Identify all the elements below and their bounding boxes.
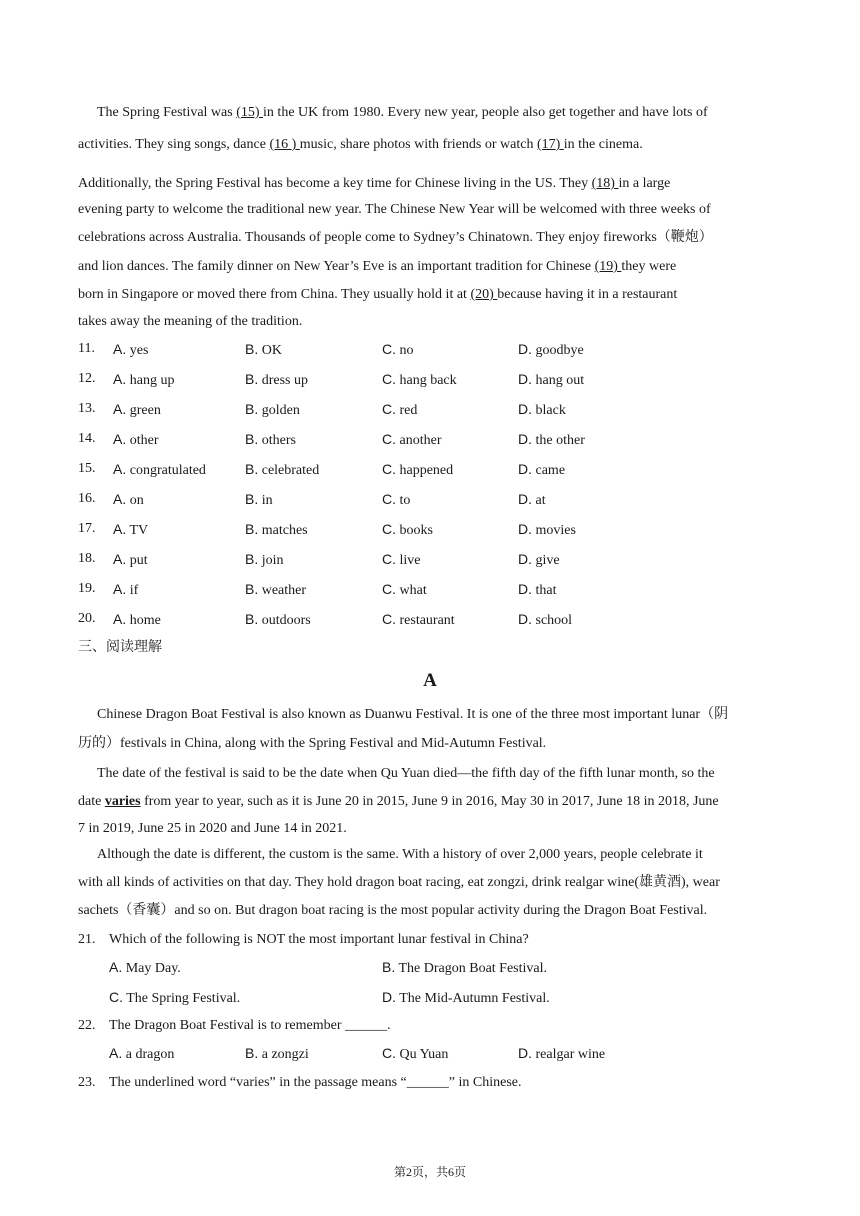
option-text: school (535, 613, 573, 628)
cloze-line-7 (78, 286, 677, 304)
reading-line: 历的）festivals in China, along with the Spring Festival and Mid-Autumn Festival. (78, 736, 547, 751)
option-text: live (399, 553, 421, 568)
cloze-line-2 (78, 136, 643, 154)
option-text: movies (535, 523, 576, 538)
option-letter: C. (382, 611, 396, 627)
option-d[interactable] (518, 460, 565, 480)
option-c[interactable] (382, 400, 417, 420)
option-a[interactable] (113, 370, 174, 390)
blank-18: (18) (591, 176, 619, 191)
option-letter: A. (113, 581, 127, 597)
question-text: Which of the following is NOT the most important lunar festival in China? (109, 932, 529, 947)
option-d[interactable] (518, 580, 557, 600)
option-text: OK (261, 343, 282, 358)
option-letter: C. (109, 989, 123, 1005)
option-text: The Dragon Boat Festival. (398, 961, 548, 976)
cloze-line-8: takes away the meaning of the tradition. (78, 314, 303, 329)
option-text: TV (129, 523, 149, 538)
option-c[interactable] (382, 340, 414, 360)
option-a[interactable] (113, 580, 138, 600)
option-text: at (535, 493, 546, 508)
text: in a large (618, 176, 671, 191)
option-letter: A. (109, 1045, 123, 1061)
option-c[interactable] (382, 610, 455, 630)
option-text: other (129, 433, 159, 448)
option-d[interactable] (518, 400, 566, 420)
option-d[interactable] (518, 370, 584, 390)
option-text: dress up (261, 373, 309, 388)
option-text: give (535, 553, 560, 568)
option-b[interactable] (245, 430, 296, 450)
option-text: what (399, 583, 427, 598)
option-c[interactable] (382, 460, 453, 480)
text: music, share photos with friends or watch (299, 137, 537, 152)
text: and lion dances. The family dinner on New Year’s Eve is an important tradition for Chinese (78, 259, 595, 274)
option-text: a dragon (125, 1047, 175, 1062)
question-text: The Dragon Boat Festival is to remember ______. (109, 1018, 391, 1033)
option-c[interactable] (382, 520, 433, 540)
reading-line: The date of the festival is said to be the date when Qu Yuan died—the fifth day of the fifth lunar month, so the (97, 766, 715, 781)
option-text: no (399, 343, 414, 358)
cloze-line-4: evening party to welcome the traditional new year. The Chinese New Year will be welcomed with three weeks of (78, 202, 711, 217)
option-text: another (399, 433, 442, 448)
option-letter: B. (245, 371, 259, 387)
option-letter: D. (518, 611, 532, 627)
option-letter: D. (518, 1045, 532, 1061)
option-letter: B. (245, 461, 259, 477)
option-d[interactable] (518, 1044, 605, 1064)
choice-number: 20. (78, 611, 96, 626)
option-text: golden (261, 403, 300, 418)
blank-15: (15) (236, 105, 264, 120)
option-text: red (399, 403, 418, 418)
option-letter: B. (382, 959, 396, 975)
option-letter: A. (113, 371, 127, 387)
option-a[interactable] (113, 550, 148, 570)
reading-line: 7 in 2019, June 25 in 2020 and June 14 in 2021. (78, 821, 347, 836)
option-text: came (535, 463, 566, 478)
text: in the UK from 1980. Every new year, people also get together and have lots of (263, 105, 708, 120)
option-text: goodbye (535, 343, 584, 358)
option-letter: D. (518, 521, 532, 537)
option-b[interactable] (245, 460, 319, 480)
option-letter: C. (382, 521, 396, 537)
choice-number: 12. (78, 371, 96, 386)
cloze-line-3 (78, 175, 670, 193)
option-letter: D. (518, 491, 532, 507)
section-heading: 三、阅读理解 (78, 640, 162, 655)
option-a[interactable] (109, 1044, 174, 1064)
option-letter: C. (382, 581, 396, 597)
cloze-line-1 (97, 104, 708, 122)
choice-number: 15. (78, 461, 96, 476)
option-letter: C. (382, 491, 396, 507)
option-text: books (399, 523, 433, 538)
option-letter: A. (113, 461, 127, 477)
blank-20: (20) (470, 287, 498, 302)
option-letter: B. (245, 491, 259, 507)
option-letter: A. (113, 551, 127, 567)
option-text: join (261, 553, 284, 568)
reading-line (78, 793, 719, 811)
option-b[interactable] (245, 490, 273, 510)
option-c[interactable] (382, 490, 410, 510)
option-text: celebrated (261, 463, 320, 478)
option-d[interactable] (518, 340, 584, 360)
option-text: hang out (535, 373, 585, 388)
option-text: in (261, 493, 273, 508)
option-text: hang back (399, 373, 457, 388)
choice-number: 13. (78, 401, 96, 416)
option-letter: D. (518, 341, 532, 357)
option-text: to (399, 493, 411, 508)
text: because having it in a restaurant (497, 287, 678, 302)
option-text: if (129, 583, 139, 598)
option-text: hang up (129, 373, 175, 388)
option-letter: A. (113, 521, 127, 537)
option-c[interactable] (382, 550, 421, 570)
option-c[interactable] (382, 370, 457, 390)
option-letter: D. (518, 581, 532, 597)
option-text: on (129, 493, 144, 508)
option-c[interactable] (109, 988, 240, 1008)
option-d[interactable] (518, 520, 576, 540)
option-b[interactable] (245, 370, 308, 390)
option-letter: A. (113, 401, 127, 417)
option-text: yes (129, 343, 149, 358)
option-a[interactable] (113, 520, 148, 540)
option-text: home (129, 613, 161, 628)
option-b[interactable] (245, 1044, 309, 1064)
option-letter: C. (382, 401, 396, 417)
option-letter: A. (113, 611, 127, 627)
option-b[interactable] (245, 610, 311, 630)
reading-line: sachets（香囊）and so on. But dragon boat racing is the most popular activity during the Dragon Boat Festival. (78, 903, 708, 918)
option-letter: D. (518, 401, 532, 417)
passage-title: A (423, 670, 437, 691)
option-letter: D. (518, 431, 532, 447)
option-letter: A. (113, 341, 127, 357)
choice-number: 11. (78, 341, 95, 356)
option-letter: C. (382, 341, 396, 357)
option-b[interactable] (245, 340, 282, 360)
reading-line: Chinese Dragon Boat Festival is also known as Duanwu Festival. It is one of the three most important lunar（阴 (97, 707, 729, 722)
option-letter: D. (518, 371, 532, 387)
option-text: The Spring Festival. (126, 991, 241, 1006)
option-b[interactable] (382, 958, 547, 978)
choice-number: 19. (78, 581, 96, 596)
option-a[interactable] (113, 400, 161, 420)
option-b[interactable] (245, 400, 300, 420)
choice-number: 18. (78, 551, 96, 566)
option-letter: C. (382, 551, 396, 567)
reading-line: Although the date is different, the custom is the same. With a history of over 2,000 years, people celebrate it (97, 847, 703, 862)
option-letter: B. (245, 551, 259, 567)
text: date (78, 794, 105, 809)
option-letter: C. (382, 461, 396, 477)
option-letter: B. (245, 401, 259, 417)
option-letter: D. (382, 989, 396, 1005)
option-text: outdoors (261, 613, 311, 628)
text: Additionally, the Spring Festival has become a key time for Chinese living in the US. They (78, 176, 592, 191)
option-text: weather (261, 583, 307, 598)
option-c[interactable] (382, 1044, 448, 1064)
option-text: Qu Yuan (399, 1047, 449, 1062)
text: The Spring Festival was (97, 105, 237, 120)
option-a[interactable] (113, 430, 159, 450)
option-text: a zongzi (261, 1047, 309, 1062)
option-letter: A. (113, 491, 127, 507)
option-text: that (535, 583, 557, 598)
option-letter: A. (109, 959, 123, 975)
text: born in Singapore or moved there from China. They usually hold it at (78, 287, 471, 302)
option-letter: B. (245, 341, 259, 357)
option-letter: B. (245, 611, 259, 627)
option-text: put (129, 553, 148, 568)
option-letter: C. (382, 431, 396, 447)
option-text: restaurant (399, 613, 455, 628)
option-text: black (535, 403, 566, 418)
option-a[interactable] (109, 958, 181, 978)
question-text: The underlined word “varies” in the passage means “______” in Chinese. (109, 1075, 522, 1090)
underlined-word: varies (104, 794, 141, 809)
option-text: congratulated (129, 463, 206, 478)
option-letter: C. (382, 1045, 396, 1061)
option-b[interactable] (245, 550, 284, 570)
text: in the cinema. (563, 137, 643, 152)
option-letter: B. (245, 581, 259, 597)
option-letter: B. (245, 1045, 259, 1061)
option-text: happened (399, 463, 454, 478)
option-b[interactable] (245, 520, 308, 540)
page-footer: 第2页，共6页 (393, 1165, 466, 1179)
cloze-line-5: celebrations across Australia. Thousands of people come to Sydney’s Chinatown. They enjoy fireworks（鞭炮） (78, 230, 713, 245)
cloze-line-6 (78, 258, 676, 276)
option-text: The Mid-Autumn Festival. (399, 991, 550, 1006)
blank-17: (17) (536, 137, 564, 152)
text: activities. They sing songs, dance (78, 137, 270, 152)
option-d[interactable] (518, 490, 546, 510)
question-number: 21. (78, 932, 96, 947)
option-a[interactable] (113, 340, 148, 360)
option-a[interactable] (113, 490, 144, 510)
blank-16: (16 ) (269, 137, 300, 152)
option-letter: B. (245, 431, 259, 447)
question-number: 23. (78, 1075, 96, 1090)
option-text: the other (535, 433, 585, 448)
option-letter: D. (518, 461, 532, 477)
option-letter: B. (245, 521, 259, 537)
blank-19: (19) (594, 259, 622, 274)
option-d[interactable] (518, 550, 560, 570)
choice-number: 16. (78, 491, 96, 506)
option-text: matches (261, 523, 308, 538)
option-text: May Day. (125, 961, 181, 976)
option-text: green (129, 403, 161, 418)
choice-number: 14. (78, 431, 96, 446)
question-number: 22. (78, 1018, 96, 1033)
option-letter: A. (113, 431, 127, 447)
option-d[interactable] (518, 430, 585, 450)
option-a[interactable] (113, 460, 206, 480)
option-c[interactable] (382, 580, 427, 600)
reading-line: with all kinds of activities on that day. They hold dragon boat racing, eat zongzi, drink realgar wine(雄黄酒), wear (78, 875, 720, 890)
choice-number: 17. (78, 521, 96, 536)
option-letter: C. (382, 371, 396, 387)
option-d[interactable] (518, 610, 572, 630)
option-c[interactable] (382, 430, 441, 450)
option-letter: D. (518, 551, 532, 567)
option-a[interactable] (113, 610, 161, 630)
text: from year to year, such as it is June 20 in 2015, June 9 in 2016, May 30 in 2017, June 18 in 2018, June (140, 794, 719, 809)
option-text: others (261, 433, 296, 448)
text: they were (621, 259, 677, 274)
option-text: realgar wine (535, 1047, 606, 1062)
option-b[interactable] (245, 580, 306, 600)
option-d[interactable] (382, 988, 550, 1008)
